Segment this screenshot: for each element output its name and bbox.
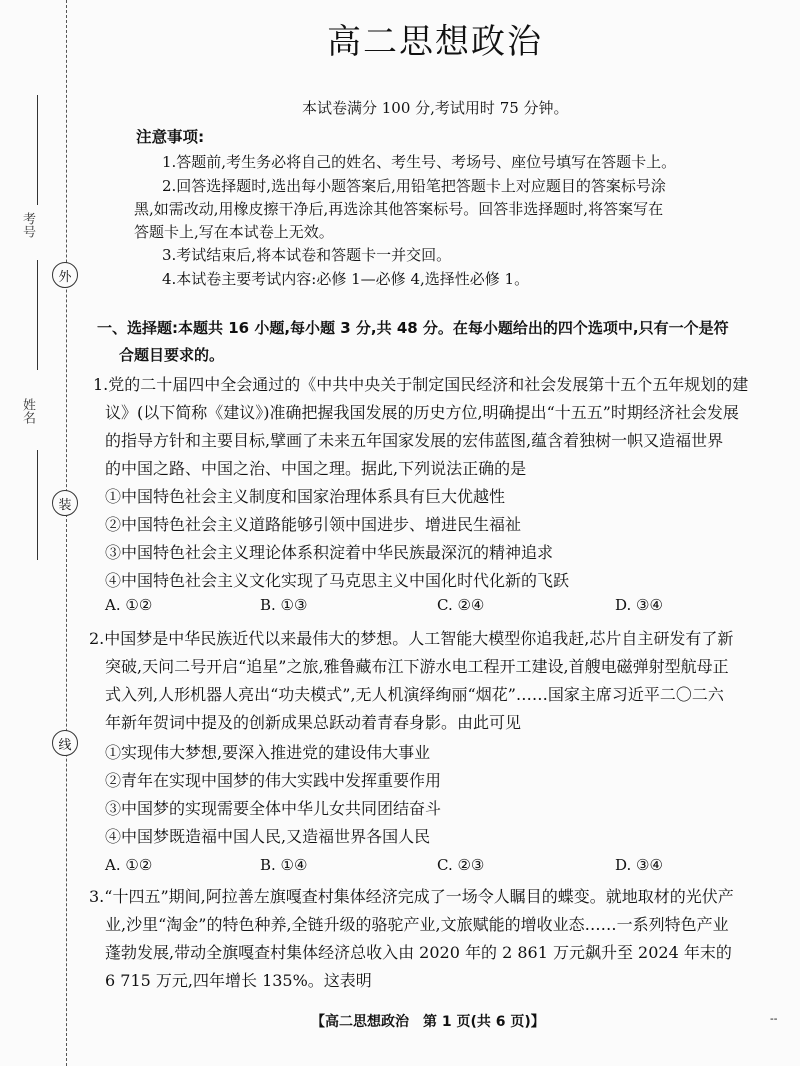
seal-line: 线 — [52, 730, 78, 756]
option-a: A. ①② — [105, 856, 153, 874]
option-d: D. ③④ — [615, 856, 663, 874]
notice-line: 黑,如需改动,用橡皮擦干净后,再选涂其他答案标号。回答非选择题时,将答案写在 — [134, 200, 664, 218]
margin-rule — [37, 95, 38, 205]
question-1-text: 的指导方针和主要目标,擘画了未来五年国家发展的宏伟蓝图,蕴含着独树一帜又造福世界 — [105, 431, 724, 450]
notice-heading: 注意事项: — [136, 128, 205, 146]
option-d: D. ③④ — [615, 596, 663, 614]
question-2-item: ②青年在实现中国梦的伟大实践中发挥重要作用 — [105, 771, 442, 790]
question-2-item: ①实现伟大梦想,要深入推进党的建设伟大事业 — [105, 743, 431, 762]
question-1-item: ①中国特色社会主义制度和国家治理体系具有巨大优越性 — [105, 487, 506, 506]
question-3-text: 业,沙里“淘金”的特色种养,全链升级的骆驼产业,文旅赋能的增收业态……一系列特色产业 — [105, 915, 729, 934]
notice-line: 答题卡上,写在本试卷上无效。 — [134, 223, 334, 241]
page-footer: 【高二思想政治 第 1 页(共 6 页)】 — [311, 1014, 545, 1030]
question-1-text: 议》(以下简称《建议》)准确把握我国发展的历史方位,明确提出“十五五”时期经济社会发展 — [105, 403, 739, 422]
question-1-text: 1.党的二十届四中全会通过的《中共中央关于制定国民经济和社会发展第十五个五年规划的建 — [93, 375, 749, 394]
margin-label-exam-number: 考号 — [20, 212, 35, 238]
question-1-item: ②中国特色社会主义道路能够引领中国进步、增进民生福祉 — [105, 515, 522, 534]
question-2-text: 式入列,人形机器人亮出“功夫模式”,无人机演绎绚丽“烟花”……国家主席习近平二〇二六 — [105, 685, 724, 704]
option-c: C. ②③ — [437, 856, 485, 874]
question-2-text: 2.中国梦是中华民族近代以来最伟大的梦想。人工智能大模型你追我赶,芯片自主研发有了新 — [89, 629, 734, 648]
question-2-item: ③中国梦的实现需要全体中华儿女共同团结奋斗 — [105, 799, 442, 818]
question-3-text: 3.“十四五”期间,阿拉善左旗嘎查村集体经济完成了一场令人瞩目的蝶变。就地取材的光伏产 — [89, 887, 734, 906]
binding-margin — [0, 0, 95, 1066]
question-3-text: 蓬勃发展,带动全旗嘎查村集体经济总收入由 2020 年的 2 861 万元飙升至 2024 年末的 — [105, 943, 732, 962]
section-heading: 合题目要求的。 — [119, 346, 225, 364]
exam-info: 本试卷满分 100 分,考试用时 75 分钟。 — [302, 99, 569, 117]
question-1-item: ③中国特色社会主义理论体系积淀着中华民族最深沉的精神追求 — [105, 543, 554, 562]
seal-outer: 外 — [52, 262, 78, 288]
option-a: A. ①② — [105, 596, 153, 614]
question-2-text: 年新年贺词中提及的创新成果总跃动着青春身影。由此可见 — [105, 713, 522, 732]
corner-mark: -- — [770, 1012, 778, 1025]
notice-line: 1.答题前,考生务必将自己的姓名、考生号、考场号、座位号填写在答题卡上。 — [162, 153, 677, 171]
seal-binding: 装 — [52, 490, 78, 516]
question-1-item: ④中国特色社会主义文化实现了马克思主义中国化时代化新的飞跃 — [105, 571, 570, 590]
margin-rule — [37, 450, 38, 560]
question-2-text: 突破,天问二号开启“追星”之旅,雅鲁藏布江下游水电工程开工建设,首艘电磁弹射型航母正 — [105, 657, 729, 676]
option-b: B. ①④ — [260, 856, 308, 874]
cut-line — [66, 0, 67, 1066]
margin-label-name: 姓名 — [20, 398, 35, 424]
question-3-text: 6 715 万元,四年增长 135%。这表明 — [105, 971, 372, 990]
question-2-item: ④中国梦既造福中国人民,又造福世界各国人民 — [105, 827, 431, 846]
question-1-text: 的中国之路、中国之治、中国之理。据此,下列说法正确的是 — [105, 459, 527, 478]
notice-line: 4.本试卷主要考试内容:必修 1—必修 4,选择性必修 1。 — [162, 270, 530, 288]
notice-line: 3.考试结束后,将本试卷和答题卡一并交回。 — [162, 246, 452, 264]
page-title: 高二思想政治 — [327, 22, 543, 62]
notice-line: 2.回答选择题时,选出每小题答案后,用铅笔把答题卡上对应题目的答案标号涂 — [162, 177, 666, 195]
option-c: C. ②④ — [437, 596, 485, 614]
margin-rule — [37, 260, 38, 370]
option-b: B. ①③ — [260, 596, 308, 614]
section-heading: 一、选择题:本题共 16 小题,每小题 3 分,共 48 分。在每小题给出的四个选项中,只有一个是符 — [97, 319, 729, 337]
